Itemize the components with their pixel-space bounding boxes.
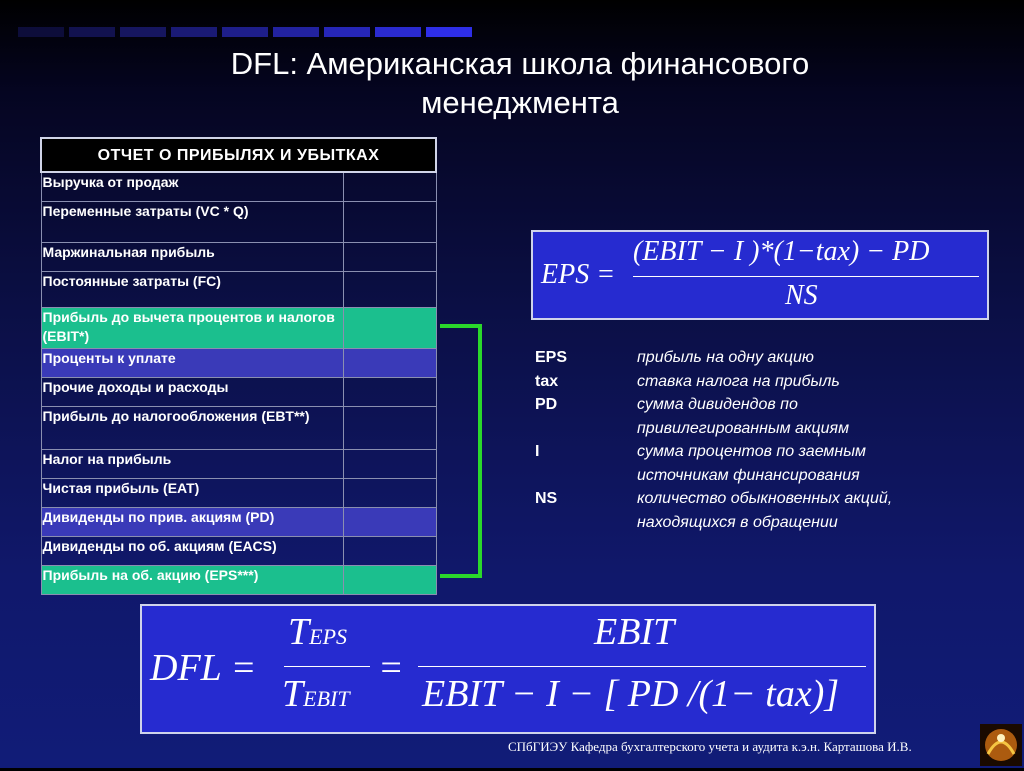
decoration-bar <box>426 27 472 37</box>
row-value-cell <box>343 349 436 378</box>
row-label: Постоянные затраты (FC) <box>41 272 343 308</box>
green-bracket <box>440 324 482 578</box>
decoration-bar <box>375 27 421 37</box>
table-row <box>41 537 436 566</box>
row-label: Маржинальная прибыль <box>41 243 343 272</box>
definition-text: прибыль на одну акцию <box>637 349 814 366</box>
row-label: Прибыль на об. акцию (EPS***) <box>41 566 343 595</box>
table-row <box>41 172 436 202</box>
row-label: Проценты к уплате <box>41 349 343 378</box>
row-value-cell <box>343 202 436 243</box>
table-row <box>41 508 436 537</box>
definition-text: ставка налога на прибыль <box>637 372 840 390</box>
row-value-cell <box>343 272 436 308</box>
decoration-bar <box>222 27 268 37</box>
row-value-cell <box>343 378 436 407</box>
dfl-num1-sub: EPS <box>309 624 348 649</box>
dfl-den2: EBIT − I − [ PD /(1− tax)] <box>422 673 840 715</box>
eps-formula-numerator: (EBIT − I )*(1−tax) − PD <box>633 236 930 267</box>
decoration-bar <box>324 27 370 37</box>
row-label: Чистая прибыль (EAT) <box>41 479 343 508</box>
dfl-num2: EBIT <box>594 611 675 653</box>
table-row <box>41 272 436 308</box>
table-row <box>41 450 436 479</box>
table-row <box>41 407 436 450</box>
dfl-den1-sub: EBIT <box>303 686 350 711</box>
decoration-bar <box>18 27 64 37</box>
decoration-bar <box>69 27 115 37</box>
table-row <box>41 243 436 272</box>
decoration-bar <box>273 27 319 37</box>
table-row <box>41 378 436 407</box>
table-row <box>41 479 436 508</box>
row-label: Прочие доходы и расходы <box>41 378 343 407</box>
definition-key: I <box>535 443 540 460</box>
definition-key: PD <box>535 396 558 413</box>
table-row <box>41 349 436 378</box>
row-value-cell <box>343 508 436 537</box>
dfl-fraction-line-2 <box>418 666 866 667</box>
dfl-lhs: DFL = <box>150 647 257 689</box>
table-header-row <box>41 138 436 172</box>
slide-title: DFL: Американская школа финансового менеджмента <box>230 46 810 120</box>
definition-text: находящихся в обращении <box>637 513 838 531</box>
row-value-cell <box>343 450 436 479</box>
eps-fraction-line <box>633 276 979 277</box>
table-row <box>41 202 436 243</box>
table-row <box>41 308 436 349</box>
row-value-cell <box>343 407 436 450</box>
definition-text: сумма дивидендов по <box>637 396 798 413</box>
row-label: Выручка от продаж <box>41 172 343 202</box>
definition-key: tax <box>535 372 559 390</box>
table-row <box>41 566 436 595</box>
row-value-cell <box>343 566 436 595</box>
eps-formula-denominator: NS <box>785 280 818 311</box>
definition-key: EPS <box>535 349 568 366</box>
dfl-fraction-line-1 <box>284 666 370 667</box>
row-value-cell <box>343 308 436 349</box>
eps-formula <box>531 230 989 320</box>
definition-key: NS <box>535 490 558 507</box>
row-value-cell <box>343 243 436 272</box>
dfl-num1: TEPS <box>288 611 348 653</box>
dfl-den1: TEBIT <box>282 673 350 715</box>
row-label: Прибыль до вычета процентов и налогов (EBIT*) <box>41 308 343 349</box>
decoration-bar <box>120 27 166 37</box>
logo-image <box>980 724 1022 766</box>
row-label: Дивиденды по об. акциям (EACS) <box>41 537 343 566</box>
row-value-cell <box>343 479 436 508</box>
dfl-eq2: = <box>378 647 404 689</box>
definition-text: привилегированным акциям <box>637 419 850 437</box>
row-label: Налог на прибыль <box>41 450 343 479</box>
row-label: Дивиденды по прив. акциям (PD) <box>41 508 343 537</box>
row-label: Прибыль до налогообложения (EBT**) <box>41 407 343 450</box>
eps-formula-lhs: EPS = <box>541 259 616 290</box>
definition-text: сумма процентов по заемным <box>637 443 866 460</box>
definition-text: количество обыкновенных акций, <box>637 490 893 507</box>
row-value-cell <box>343 537 436 566</box>
income-statement-table <box>40 137 437 595</box>
table-header: ОТЧЕТ О ПРИБЫЛЯХ И УБЫТКАХ <box>41 138 436 172</box>
definition-text: источникам финансирования <box>637 466 860 484</box>
row-label: Переменные затраты (VC * Q) <box>41 202 343 243</box>
dfl-formula <box>140 604 876 734</box>
decoration-bar <box>171 27 217 37</box>
row-value-cell <box>343 172 436 202</box>
footer-text: СПбГИЭУ Кафедра бухгалтерского учета и аудита к.э.н. Карташова И.В. <box>508 739 912 754</box>
